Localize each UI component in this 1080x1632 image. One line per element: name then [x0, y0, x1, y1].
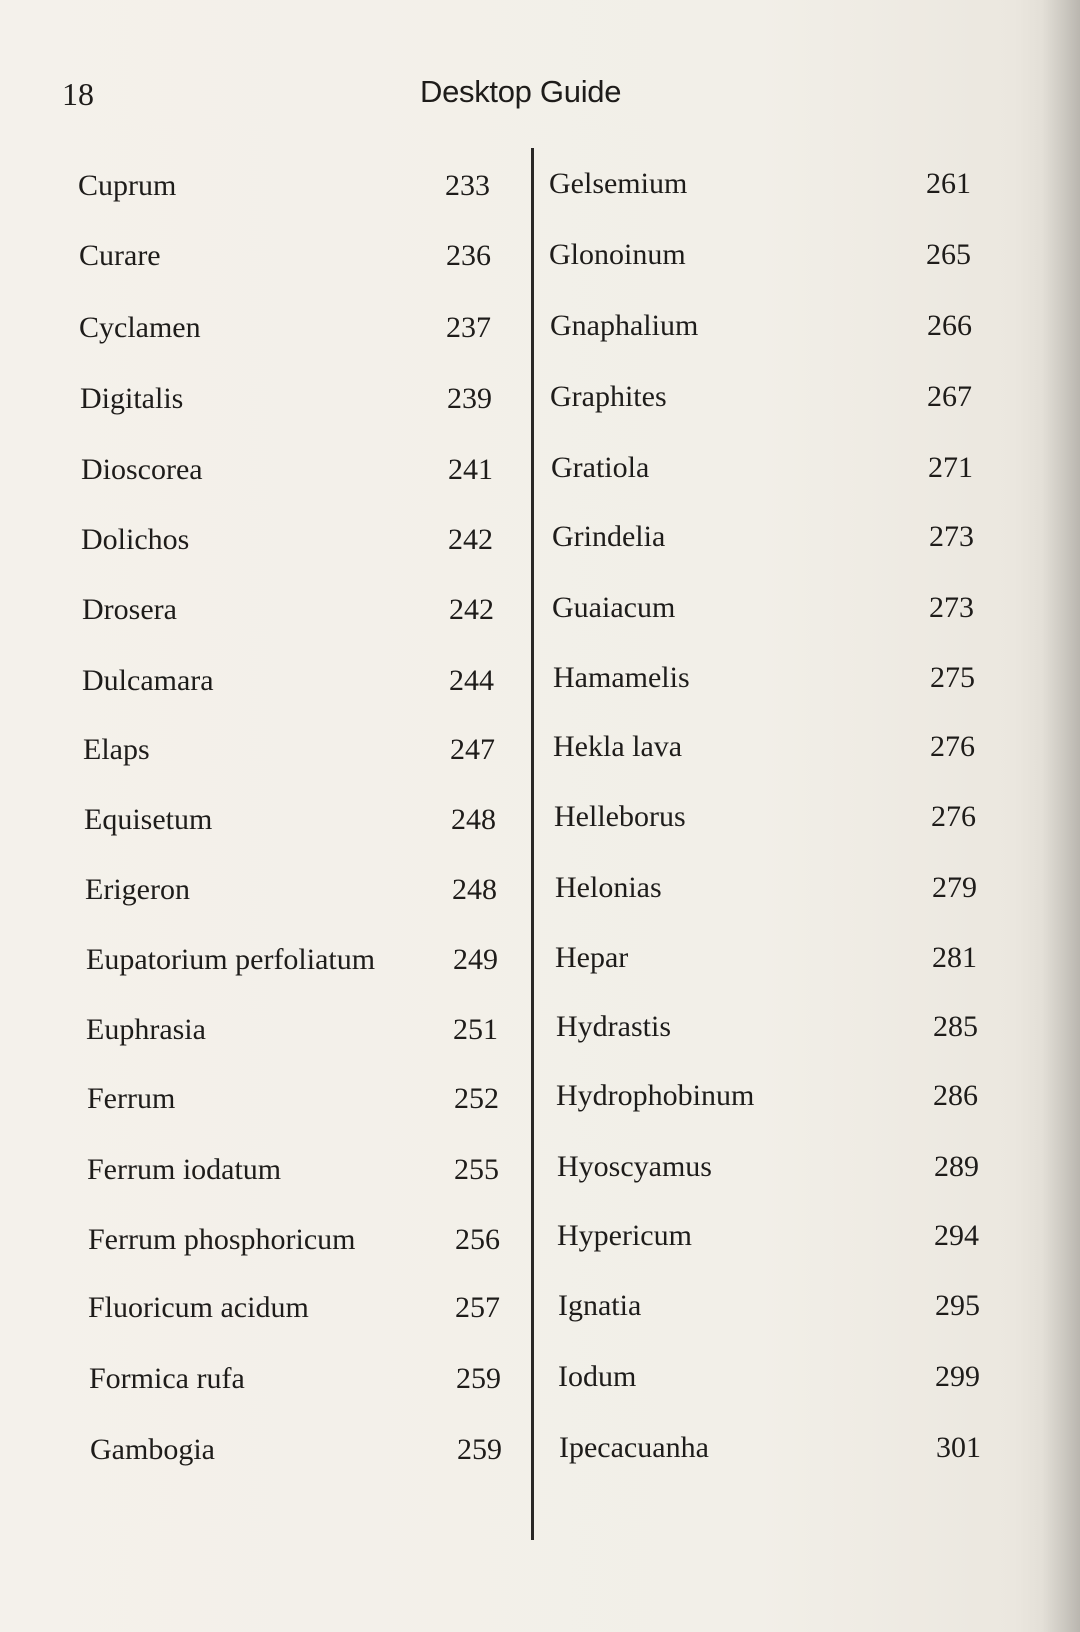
index-entry [90, 1428, 502, 1472]
index-term: Formica rufa [89, 1362, 245, 1395]
index-page-ref: 295 [935, 1289, 980, 1322]
index-page-ref: 275 [930, 661, 975, 694]
index-page-ref: 237 [446, 311, 491, 344]
index-entry [553, 725, 975, 769]
index-page-ref: 259 [457, 1433, 502, 1466]
index-entry [553, 656, 975, 700]
index-term: Fluoricum acidum [88, 1291, 309, 1324]
index-page-ref: 261 [926, 167, 971, 200]
index-page-ref: 242 [449, 593, 494, 626]
index-entry [82, 588, 494, 632]
index-term: Gnaphalium [550, 309, 699, 342]
index-entry [84, 798, 496, 842]
index-page-ref: 265 [926, 238, 971, 271]
index-term: Erigeron [85, 873, 190, 906]
index-entry [81, 448, 493, 492]
index-term: Eupatorium perfoliatum [86, 943, 376, 976]
index-term: Cuprum [78, 169, 177, 202]
index-term: Dolichos [81, 523, 190, 556]
index-entry [551, 446, 973, 490]
index-page-ref: 233 [445, 169, 490, 202]
page-number: 18 [62, 76, 94, 112]
index-entry [550, 375, 972, 419]
index-page-ref: 289 [934, 1150, 979, 1183]
index-term: Dulcamara [82, 664, 214, 697]
index-entry [552, 515, 974, 559]
index-term: Cyclamen [79, 311, 201, 344]
index-term: Digitalis [80, 382, 184, 415]
index-page-ref: 236 [446, 239, 491, 272]
index-entry [556, 1005, 978, 1049]
index-page-ref: 267 [927, 380, 972, 413]
index-entry [549, 233, 971, 277]
index-term: Ipecacuanha [559, 1431, 709, 1464]
index-entry [550, 304, 972, 348]
index-term: Euphrasia [86, 1013, 206, 1046]
index-entry [88, 1286, 500, 1330]
index-page-ref: 273 [929, 520, 974, 553]
index-term: Ignatia [558, 1289, 642, 1322]
index-entry [558, 1284, 980, 1328]
index-page-ref: 294 [934, 1219, 979, 1252]
index-page-ref: 247 [450, 733, 495, 766]
index-term: Hypericum [557, 1219, 692, 1252]
index-term: Hydrastis [556, 1010, 671, 1043]
index-entry [556, 1074, 978, 1118]
index-page-ref: 276 [931, 800, 976, 833]
index-term: Dioscorea [81, 453, 203, 486]
index-term: Grindelia [552, 520, 666, 553]
index-page-ref: 286 [933, 1079, 978, 1112]
index-term: Hamamelis [553, 661, 690, 694]
index-entry [86, 938, 498, 982]
index-term: Equisetum [84, 803, 213, 836]
index-term: Graphites [550, 380, 667, 413]
index-term: Gambogia [90, 1433, 215, 1466]
index-term: Hekla lava [553, 730, 683, 763]
index-term: Gelsemium [549, 167, 688, 200]
index-page-ref: 257 [455, 1291, 500, 1324]
index-term: Drosera [82, 593, 177, 626]
index-entry [559, 1426, 981, 1470]
index-term: Helleborus [554, 800, 686, 833]
index-page-ref: 299 [935, 1360, 980, 1393]
index-page-ref: 279 [932, 871, 977, 904]
index-page-ref: 259 [456, 1362, 501, 1395]
index-page-ref: 301 [936, 1431, 981, 1464]
index-entry [557, 1214, 979, 1258]
index-entry [552, 586, 974, 630]
index-entry [549, 162, 971, 206]
index-term: Ferrum [87, 1082, 176, 1115]
index-entry [83, 728, 495, 772]
index-term: Ferrum phosphoricum [88, 1223, 356, 1256]
index-entry [555, 866, 977, 910]
index-term: Iodum [558, 1360, 637, 1393]
index-entry [78, 164, 490, 208]
index-entry [86, 1008, 498, 1052]
index-entry [80, 377, 492, 421]
spine-shadow [1042, 0, 1080, 1632]
index-page-ref: 255 [454, 1153, 499, 1186]
running-head-title: Desktop Guide [420, 74, 622, 109]
index-entry [87, 1148, 499, 1192]
index-term: Hydrophobinum [556, 1079, 755, 1112]
index-page-ref: 285 [933, 1010, 978, 1043]
index-page-ref: 239 [447, 382, 492, 415]
index-entry [557, 1145, 979, 1189]
index-entry [79, 306, 491, 350]
index-entry [87, 1077, 499, 1121]
index-page-ref: 251 [453, 1013, 498, 1046]
index-entry [82, 659, 494, 703]
index-term: Helonias [555, 871, 662, 904]
index-term: Curare [79, 239, 161, 272]
index-entry [85, 868, 497, 912]
index-entry [88, 1218, 500, 1262]
index-term: Hyoscyamus [557, 1150, 712, 1183]
index-page-ref: 256 [455, 1223, 500, 1256]
index-term: Guaiacum [552, 591, 676, 624]
index-term: Hepar [555, 941, 629, 974]
index-entry [558, 1355, 980, 1399]
index-page-ref: 281 [932, 941, 977, 974]
index-page-ref: 248 [451, 803, 496, 836]
column-divider [531, 148, 534, 1540]
index-entry [81, 518, 493, 562]
index-page-ref: 273 [929, 591, 974, 624]
index-page-ref: 244 [449, 664, 494, 697]
index-page-ref: 252 [454, 1082, 499, 1115]
index-entry [555, 936, 977, 980]
index-page-ref: 241 [448, 453, 493, 486]
index-entry [554, 795, 976, 839]
index-entry [89, 1357, 501, 1401]
index-entry [79, 234, 491, 278]
index-term: Ferrum iodatum [87, 1153, 282, 1186]
index-page-ref: 249 [453, 943, 498, 976]
index-page-ref: 266 [927, 309, 972, 342]
index-term: Gratiola [551, 451, 650, 484]
index-term: Elaps [83, 733, 150, 766]
index-page-ref: 242 [448, 523, 493, 556]
index-page-ref: 248 [452, 873, 497, 906]
index-page-ref: 271 [928, 451, 973, 484]
index-page-ref: 276 [930, 730, 975, 763]
index-term: Glonoinum [549, 238, 686, 271]
